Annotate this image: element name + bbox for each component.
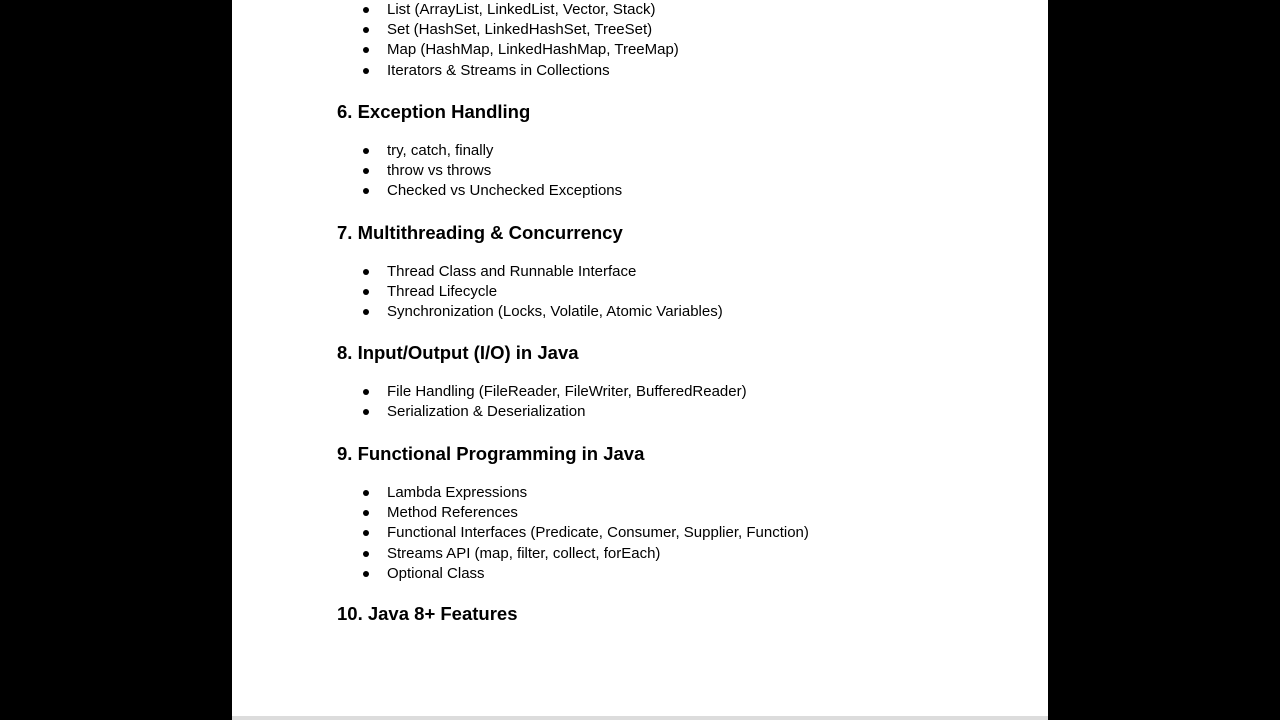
list-item	[337, 402, 747, 422]
list-item	[337, 61, 679, 81]
bullet-icon	[363, 148, 369, 154]
list-item-text: File Handling (FileReader, FileWriter, BufferedReader)	[387, 383, 747, 400]
list-item-text: Checked vs Unchecked Exceptions	[387, 182, 623, 200]
exception-handling-list	[337, 141, 622, 202]
bullet-icon	[363, 551, 369, 557]
list-item	[337, 262, 723, 282]
list-item-text: List (ArrayList, LinkedList, Vector, Stack)	[387, 1, 656, 18]
bullet-icon	[363, 530, 369, 536]
bullet-icon	[363, 389, 369, 395]
list-item	[337, 282, 723, 302]
list-item	[337, 382, 747, 402]
list-item-text: Functional Interfaces (Predicate, Consumer, Supplier, Function)	[387, 524, 809, 542]
bullet-icon	[363, 7, 369, 13]
list-item	[337, 20, 679, 40]
collections-list	[337, 0, 679, 81]
page-bottom-edge	[232, 716, 1048, 720]
bullet-icon	[363, 68, 369, 74]
multithreading-list	[337, 262, 723, 323]
bullet-icon	[363, 571, 369, 577]
bullet-icon	[363, 168, 369, 174]
bullet-icon	[363, 269, 369, 275]
bullet-icon	[363, 309, 369, 315]
list-item-text: Iterators & Streams in Collections	[387, 61, 610, 79]
bullet-icon	[363, 409, 369, 415]
list-item-text: Thread Lifecycle	[387, 283, 498, 301]
functional-programming-list	[337, 483, 809, 584]
bullet-icon	[363, 27, 369, 33]
section-heading-functional-programming: 9. Functional Programming in Java	[337, 443, 645, 464]
section-heading-exception-handling: 6. Exception Handling	[337, 101, 531, 122]
list-item-text: Set (HashSet, LinkedHashSet, TreeSet)	[387, 21, 653, 39]
list-item-text: Streams API (map, filter, collect, forEach)	[387, 544, 661, 562]
list-item-text: Lambda Expressions	[387, 484, 528, 501]
list-item	[337, 544, 809, 564]
list-item	[337, 0, 679, 20]
io-list	[337, 382, 747, 422]
bullet-icon	[363, 188, 369, 194]
list-item	[337, 40, 679, 60]
bullet-icon	[363, 510, 369, 516]
list-item-text: Optional Class	[387, 564, 485, 582]
list-item-text: Thread Class and Runnable Interface	[387, 263, 637, 280]
list-item	[337, 523, 809, 543]
list-item-text: Synchronization (Locks, Volatile, Atomic Variables)	[387, 303, 723, 321]
list-item-text: Method References	[387, 504, 518, 522]
list-item	[337, 161, 622, 181]
document-page	[232, 0, 1048, 720]
section-heading-multithreading: 7. Multithreading & Concurrency	[337, 222, 623, 243]
list-item-text: Map (HashMap, LinkedHashMap, TreeMap)	[387, 41, 679, 59]
list-item	[337, 564, 809, 584]
list-item-text: try, catch, finally	[387, 142, 494, 159]
bullet-icon	[363, 490, 369, 496]
list-item	[337, 181, 622, 201]
list-item	[337, 302, 723, 322]
list-item	[337, 503, 809, 523]
bullet-icon	[363, 289, 369, 295]
bullet-icon	[363, 47, 369, 53]
list-item-text: throw vs throws	[387, 162, 492, 180]
list-item-text: Serialization & Deserialization	[387, 403, 586, 421]
list-item	[337, 483, 809, 503]
list-item	[337, 141, 622, 161]
section-heading-java8-features: 10. Java 8+ Features	[337, 603, 518, 624]
section-heading-io: 8. Input/Output (I/O) in Java	[337, 342, 579, 363]
